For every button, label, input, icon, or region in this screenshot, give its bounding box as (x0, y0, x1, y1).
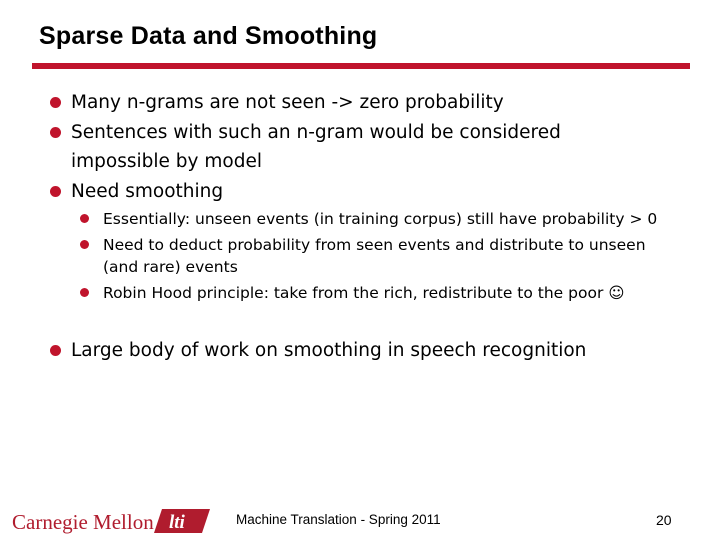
title-divider (32, 63, 690, 69)
bullet-dot-icon (50, 127, 61, 138)
bullet-dot-icon (80, 240, 89, 249)
lti-mark-text: lti (169, 512, 185, 533)
bullet-dot-icon (80, 288, 89, 297)
bullet-dot-icon (50, 97, 61, 108)
bullet-dot-icon (80, 214, 89, 223)
bullet-dot-icon (50, 345, 61, 356)
lti-mark (154, 509, 210, 533)
footer-course: Machine Translation - Spring 2011 (236, 512, 441, 527)
logo-text: Carnegie Mellon (12, 510, 154, 534)
carnegie-mellon-logo (12, 505, 212, 537)
slide-title: Sparse Data and Smoothing (39, 22, 378, 50)
bullet-dot-icon (50, 186, 61, 197)
page-number: 20 (656, 512, 672, 528)
